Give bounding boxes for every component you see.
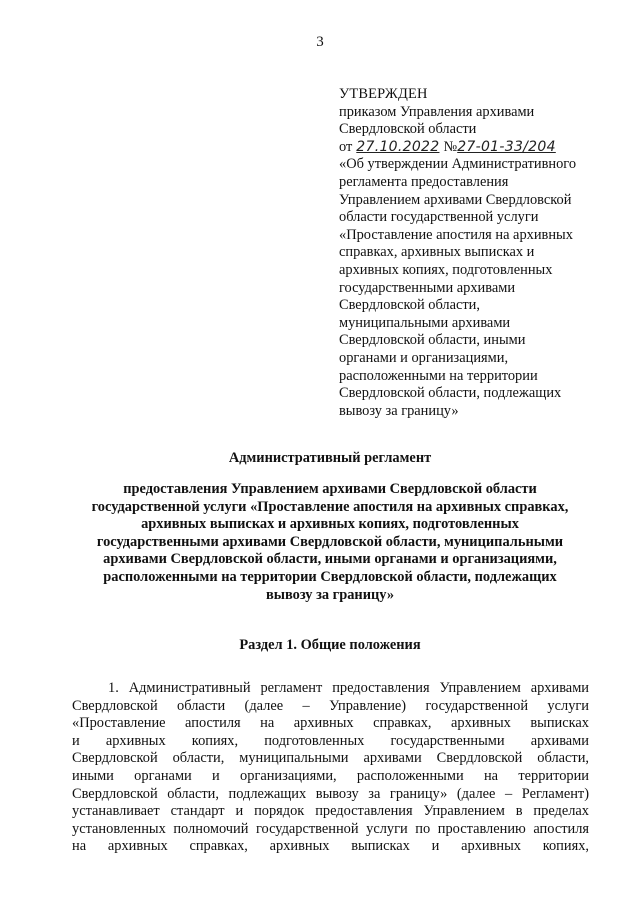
- approval-description-line: вывозу за границу»: [339, 402, 459, 419]
- approval-description-line: Свердловской области,: [339, 297, 480, 314]
- regulation-subtitle-line: вывозу за границу»: [265, 586, 395, 603]
- approval-date-number-line: [339, 139, 599, 157]
- body-line: иными органами и организациями, расположенными на территории: [72, 767, 589, 784]
- regulation-title: Административный регламент: [228, 450, 432, 466]
- approval-heading: УТВЕРЖДЕН: [339, 86, 428, 102]
- body-line: устанавливает стандарт и порядок предоставления Управлением в пределах: [72, 803, 589, 820]
- approval-description-line: государственными архивами: [339, 279, 516, 296]
- body-line: 1. Административный регламент предоставления Управлением архивами: [108, 680, 589, 696]
- approval-description: [339, 156, 599, 420]
- date-prefix: от: [339, 138, 353, 155]
- handwritten-date: 27.10.2022: [356, 138, 440, 155]
- number-prefix: №: [443, 138, 458, 155]
- regulation-subtitle-line: государственными архивами Свердловской области, муниципальными: [96, 533, 564, 550]
- page-number: 3: [316, 34, 324, 50]
- body-line: Свердловской области (далее – Управление) государственной услуги: [72, 697, 589, 714]
- approval-description-line: органами и организациями,: [339, 349, 509, 366]
- approval-description-line: Управлением архивами Свердловской: [339, 191, 572, 208]
- approval-description-line: Свердловской области, иными: [339, 332, 526, 349]
- regulation-subtitle: [60, 481, 600, 604]
- approval-region-line: Свердловской области: [339, 121, 477, 138]
- approval-description-line: муниципальными архивами: [339, 314, 511, 331]
- body-line: и архивных копиях, подготовленных государственными архивами: [72, 732, 589, 749]
- approval-description-line: «Проставление апостиля на архивных: [339, 226, 573, 243]
- body-line: на архивных справках, архивных выписках и архивных копиях,: [72, 838, 589, 855]
- approval-stamp-block: [339, 86, 599, 420]
- regulation-subtitle-line: государственной услуги «Проставление апостиля на архивных справках,: [91, 498, 569, 515]
- body-paragraph: [72, 680, 589, 856]
- handwritten-number: 27-01-33/204: [457, 138, 556, 155]
- body-line: установленных полномочий государственной услуги по проставлению апостиля: [72, 820, 589, 837]
- body-line: Свердловской области, муниципальными архивами Свердловской области,: [72, 750, 589, 767]
- body-line: «Проставление апостиля на архивных справках, архивных выписках: [72, 715, 589, 732]
- approval-description-line: регламента предоставления: [339, 173, 509, 190]
- approval-description-line: архивных копиях, подготовленных: [339, 261, 553, 278]
- approval-description-line: справках, архивных выписках и: [339, 244, 535, 261]
- regulation-subtitle-line: расположенными на территории Свердловской области, подлежащих: [103, 568, 557, 585]
- approval-description-line: области государственной услуги: [339, 209, 539, 226]
- approval-description-line: «Об утверждении Административного: [339, 156, 577, 173]
- body-line: Свердловской области, подлежащих вывозу за границу» (далее – Регламент): [72, 785, 589, 802]
- approval-order-line: приказом Управления архивами: [339, 103, 535, 120]
- regulation-subtitle-line: архивами Свердловской области, иными органами и организациями,: [103, 551, 557, 568]
- regulation-subtitle-line: предоставления Управлением архивами Свердловской области: [123, 481, 537, 497]
- approval-description-line: Свердловской области, подлежащих: [339, 385, 562, 402]
- approval-description-line: расположенными на территории: [339, 367, 538, 384]
- regulation-subtitle-line: архивных выписках и архивных копиях, подготовленных: [141, 516, 519, 533]
- section-title: Раздел 1. Общие положения: [239, 637, 421, 653]
